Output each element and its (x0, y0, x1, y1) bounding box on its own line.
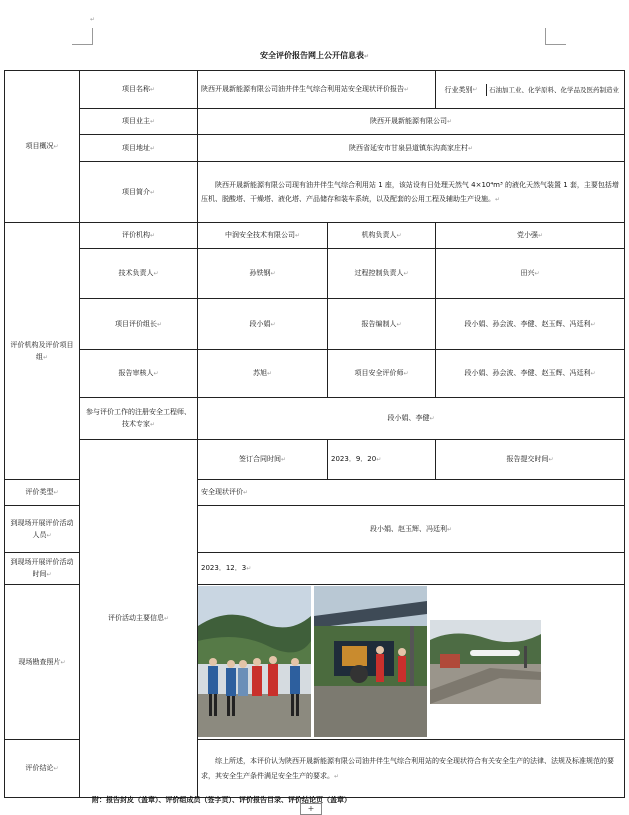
label-project-owner: 项目业主↵ (80, 109, 198, 135)
label-agency-org: 评价机构↵ (80, 223, 198, 249)
value-agency-experts: 段小娟、李健↵ (198, 398, 625, 440)
section-agency: 评价机构及评价项目组↵ (5, 223, 80, 480)
row-project-name (5, 71, 625, 109)
label-eval-type: 评价类型↵ (5, 480, 80, 506)
section-activity: 评价活动主要信息↵ (80, 440, 198, 798)
row-activity-dates (5, 440, 625, 480)
page-title: 安全评价报告网上公开信息表↵ (259, 51, 370, 60)
row-project-address (5, 135, 625, 162)
label-site-staff: 到现场开展评价活动人员↵ (5, 506, 80, 553)
value-agency-org: 中润安全技术有限公司↵ (198, 223, 328, 249)
label-agency-experts: 参与评价工作的注册安全工程师、技术专家↵ (80, 398, 198, 440)
label-sign-date: 签订合同时间↵ (198, 440, 328, 480)
row-project-intro (5, 162, 625, 223)
row-project-owner (5, 109, 625, 135)
industry-cell (436, 71, 625, 109)
site-photo-plant (430, 620, 541, 704)
value-agency-tech: 孙铁钢↵ (198, 249, 328, 299)
label-industry: 行业类别 ↵ (436, 84, 487, 96)
label-agency-reviewer: 报告审核人↵ (80, 350, 198, 398)
value-project-owner: 陕西开晟新能源有限公司↵ (198, 109, 625, 135)
value-eval-type: 安全现状评价↵ (198, 480, 625, 506)
paragraph-mark: ↵ (90, 16, 96, 23)
value-project-address: 陕西省延安市甘泉县道镇东沟高家庄村↵ (198, 135, 625, 162)
label-project-address: 项目地址↵ (80, 135, 198, 162)
label-submit-date: 报告提交时间↵ (436, 440, 625, 480)
label-agency-qc: 过程控制负责人↵ (328, 249, 436, 299)
info-table (4, 70, 625, 798)
value-sign-date: 2023．9．20↵ (328, 440, 436, 480)
label-agency-evaluator: 项目安全评价师↵ (328, 350, 436, 398)
value-site-time: 2023．12．3↵ (198, 553, 625, 585)
site-photo-team (198, 586, 311, 737)
value-agency-writer: 段小娟、孙会波、李健、赵玉辉、冯廷利↵ (436, 299, 625, 350)
site-photo-equipment (314, 586, 427, 737)
row-agency-experts (5, 398, 625, 440)
footer-attachments: 附：报告封皮（盖章）、评价组成员（签字页）、评价报告目录、评价结论页（盖章） (92, 796, 351, 804)
value-agency-head: 党小强↵ (436, 223, 625, 249)
row-agency-reviewer (5, 350, 625, 398)
crop-mark-top-left (72, 28, 93, 45)
label-project-intro: 项目简介↵ (80, 162, 198, 223)
row-agency-leader (5, 299, 625, 350)
value-conclusion: 综上所述，本评价认为陕西开晟新能源有限公司油井伴生气综合利用站的安全现状符合有关安全生产的法律、法规及标准规范的要求，其安全生产条件满足安全生产的要求。↵ (198, 740, 625, 798)
label-conclusion: 评价结论↵ (5, 740, 80, 798)
value-agency-reviewer: 苏旭↵ (198, 350, 328, 398)
row-agency-tech (5, 249, 625, 299)
crop-mark-top-right (545, 28, 566, 45)
section-project: 项目概况↵ (5, 71, 80, 223)
value-project-intro: 陕西开晟新能源有限公司现有油井伴生气综合利用站 1 座，该站设有日处理天然气 4×10⁴m³ 的液化天然气装置 1 套，主要包括增压机、脱酸塔、干燥塔、液化塔、产品储存和装车系统，以及配套的公用工程及辅助生产设施。↵ (198, 162, 625, 223)
label-agency-head: 机构负责人↵ (328, 223, 436, 249)
site-photos (198, 585, 625, 740)
label-site-photos: 现场勘查照片↵ (5, 585, 80, 740)
label-agency-leader: 项目评价组长↵ (80, 299, 198, 350)
label-agency-writer: 报告编制人↵ (328, 299, 436, 350)
value-industry: 石油加工业、化学原料、化学品及医药制造业 (489, 85, 619, 94)
label-project-name: 项目名称↵ (80, 71, 198, 109)
label-agency-tech: 技术负责人↵ (80, 249, 198, 299)
value-agency-evaluator: 段小娟、孙会波、李健、赵玉辉、冯廷利↵ (436, 350, 625, 398)
value-agency-leader: 段小娟↵ (198, 299, 328, 350)
value-project-name: 陕西开晟新能源有限公司油井伴生气综合利用站安全现状评价报告↵ (198, 71, 436, 109)
value-site-staff: 段小娟、赵玉辉、冯廷利↵ (198, 506, 625, 553)
row-agency-org (5, 223, 625, 249)
add-row-handle[interactable]: + (300, 803, 322, 815)
value-agency-qc: 田兴↵ (436, 249, 625, 299)
label-site-time: 到现场开展评价活动时间↵ (5, 553, 80, 585)
